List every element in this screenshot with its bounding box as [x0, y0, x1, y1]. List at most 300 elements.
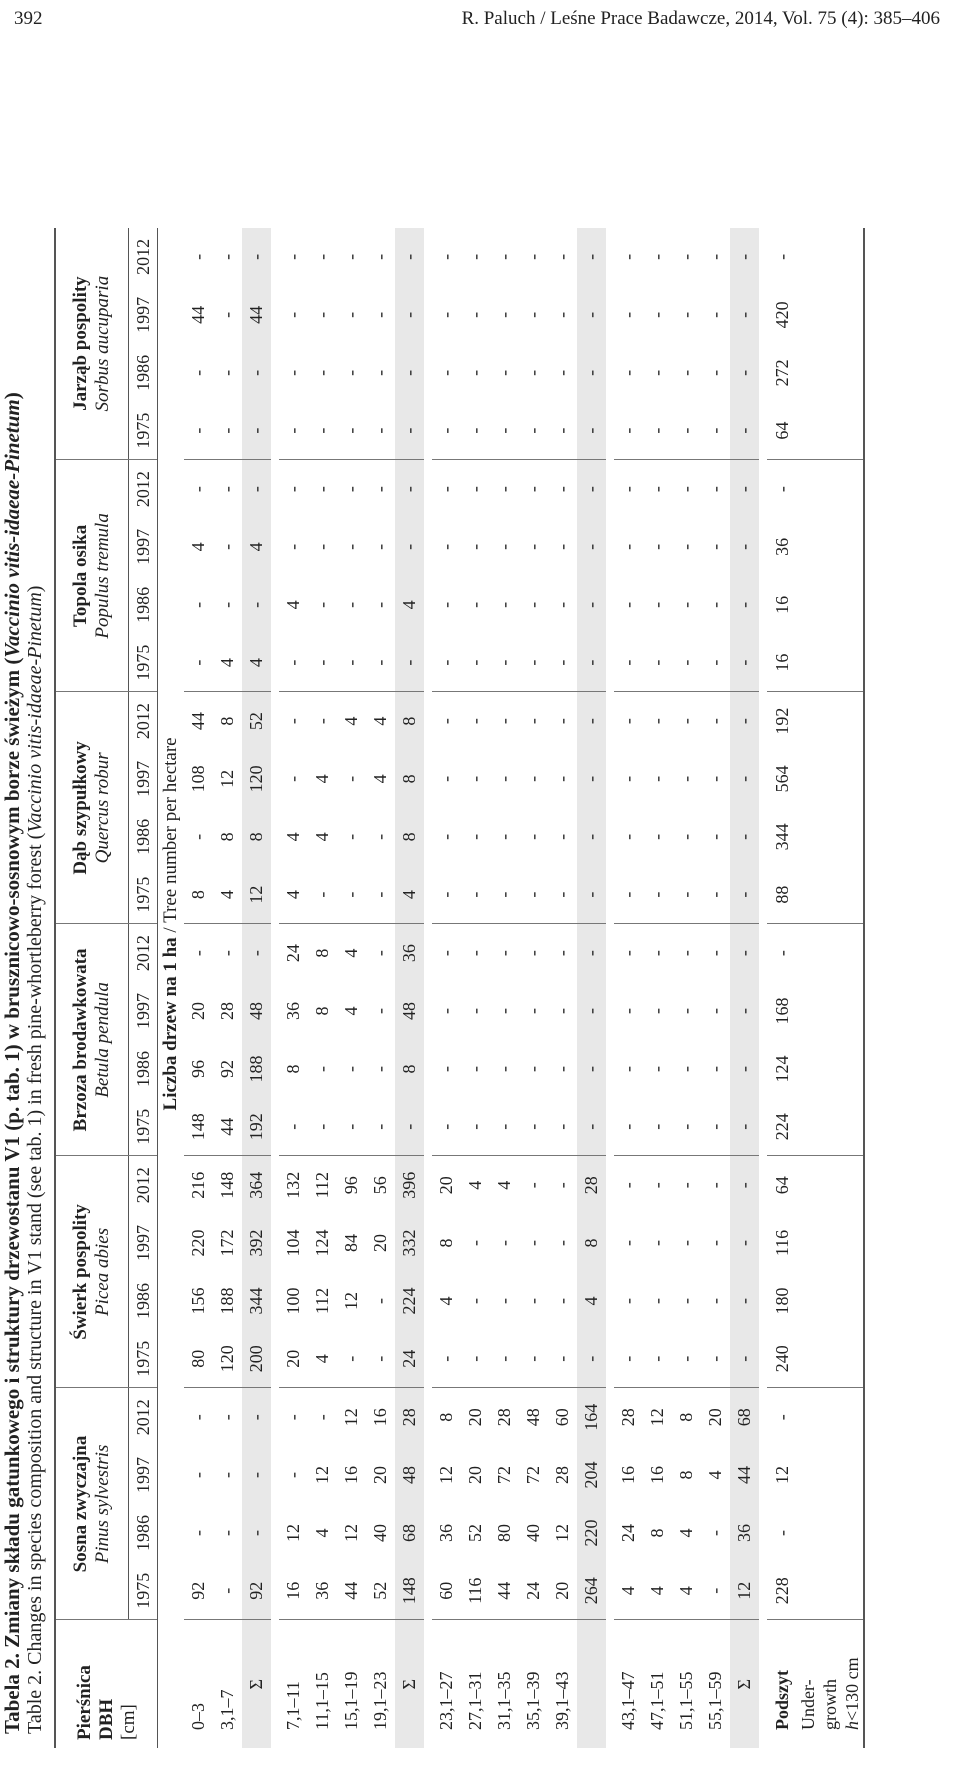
- table-cell: -: [370, 486, 390, 493]
- table-cell: -: [614, 866, 643, 924]
- empty-cell: [819, 228, 841, 286]
- table-cell: 20: [465, 1466, 485, 1484]
- dbh-class-label: 51,1–55: [676, 1671, 696, 1730]
- table-cell: -: [523, 775, 543, 782]
- table-cell: -: [490, 866, 519, 924]
- empty-cell: [841, 1562, 864, 1620]
- empty-cell: [819, 866, 841, 924]
- table-cell: -: [614, 402, 643, 460]
- table-cell: -: [705, 1182, 725, 1189]
- table-cell: -: [341, 1065, 361, 1072]
- table-cell: -: [436, 543, 456, 550]
- table-cell: -: [465, 1297, 485, 1304]
- table-cell: -: [341, 253, 361, 260]
- dbh-class-label: Σ: [395, 1620, 424, 1748]
- table-cell: -: [519, 1098, 548, 1156]
- table-cell: -: [705, 1297, 725, 1304]
- table-cell: -: [552, 1007, 572, 1014]
- table-cell: 12: [242, 866, 271, 924]
- table-cell: -: [771, 950, 792, 957]
- table-cell: -: [217, 1530, 237, 1536]
- row-gap-cell: [759, 228, 767, 1748]
- table-cell: 216: [188, 1171, 208, 1199]
- table-cell: 88: [767, 866, 797, 924]
- table-cell: -: [217, 950, 237, 957]
- table-cell: 4: [279, 866, 308, 924]
- table-cell: -: [548, 402, 577, 460]
- table-cell: 16: [618, 1466, 638, 1484]
- table-cell: 116: [771, 1229, 792, 1257]
- undergrowth-label-row: [841, 228, 864, 1748]
- year-header: 1975: [129, 866, 158, 924]
- empty-cell: [797, 866, 819, 924]
- table-cell: -: [188, 950, 208, 957]
- table-cell: 112: [312, 1287, 332, 1315]
- table-cell: -: [771, 1530, 792, 1536]
- table-cell: -: [465, 1239, 485, 1246]
- table-cell: -: [337, 1330, 366, 1388]
- row-gap-cell: [424, 228, 432, 1748]
- empty-cell: [819, 1040, 841, 1098]
- table-cell: -: [395, 634, 424, 692]
- units-row: [158, 228, 185, 1748]
- table-cell: -: [552, 543, 572, 550]
- table-cell: -: [701, 1562, 730, 1620]
- year-header: 1997: [129, 750, 158, 808]
- table-cell: 4: [676, 1528, 696, 1538]
- table-cell: -: [577, 750, 606, 808]
- table-cell: -: [647, 253, 667, 260]
- height-symbol: h: [841, 1721, 862, 1730]
- table-cell: -: [494, 1239, 514, 1246]
- table-cell: -: [705, 486, 725, 493]
- species-name-latin: Populus tremula: [92, 513, 113, 639]
- table-cell: -: [577, 576, 606, 634]
- table-cell: 8: [676, 1470, 696, 1480]
- table-row: [432, 228, 461, 1748]
- year-header: 1997: [129, 286, 158, 344]
- table-cell: 8: [647, 1528, 667, 1538]
- table-cell: 8: [676, 1412, 696, 1422]
- empty-cell: [797, 982, 819, 1040]
- table-cell: -: [705, 950, 725, 957]
- table-cell: -: [312, 543, 332, 550]
- table-cell: 104: [283, 1229, 303, 1257]
- empty-cell: [841, 344, 864, 402]
- table-cell: -: [676, 1182, 696, 1189]
- table-cell: -: [614, 1098, 643, 1156]
- table-cell: -: [494, 1297, 514, 1304]
- table-cell: -: [465, 833, 485, 840]
- table-cell: -: [552, 369, 572, 376]
- empty-cell: [797, 634, 819, 692]
- table-cell: -: [618, 311, 638, 318]
- table-cell: -: [705, 1530, 725, 1536]
- table-cell: -: [436, 311, 456, 318]
- table-row: [308, 228, 337, 1748]
- table-cell: -: [370, 833, 390, 840]
- empty-cell: [797, 518, 819, 576]
- species-name-latin: Betula pendula: [92, 982, 113, 1098]
- table-cell: -: [577, 460, 606, 518]
- table-cell: -: [701, 634, 730, 692]
- table-cell: -: [577, 924, 606, 982]
- table-cell: -: [647, 833, 667, 840]
- empty-cell: [819, 750, 841, 808]
- table-cell: -: [279, 634, 308, 692]
- table-cell: 220: [577, 1504, 606, 1562]
- table-cell: -: [370, 1297, 390, 1304]
- species-header-picea: [55, 1156, 129, 1388]
- table-cell: -: [490, 634, 519, 692]
- table-cell: -: [395, 228, 424, 286]
- empty-cell: [819, 808, 841, 866]
- caption-pl-latin: Vaccinio vitis-idaeae-Pinetum: [0, 399, 24, 658]
- table-cell: -: [701, 1330, 730, 1388]
- table-cell: -: [341, 369, 361, 376]
- table-cell: -: [242, 1504, 271, 1562]
- year-header: 1986: [129, 344, 158, 402]
- table-cell: -: [647, 543, 667, 550]
- table-cell: 20: [548, 1562, 577, 1620]
- table-cell: -: [465, 601, 485, 608]
- year-header: 1975: [129, 1098, 158, 1156]
- table-cell: -: [370, 950, 390, 957]
- table-cell: -: [523, 718, 543, 725]
- year-header: 1997: [129, 518, 158, 576]
- table-cell: -: [395, 460, 424, 518]
- table-cell: -: [730, 750, 759, 808]
- table-cell: -: [217, 543, 237, 550]
- table-cell: -: [308, 634, 337, 692]
- table-row: [643, 228, 672, 1748]
- table-cell: -: [283, 1472, 303, 1478]
- table-cell: -: [242, 1446, 271, 1504]
- undergrowth-label: [841, 1620, 864, 1748]
- table-cell: -: [465, 311, 485, 318]
- table-cell: -: [618, 833, 638, 840]
- table-cell: -: [370, 1007, 390, 1014]
- table-cell: -: [647, 1007, 667, 1014]
- table-cell: -: [647, 1239, 667, 1246]
- table-cell: -: [494, 601, 514, 608]
- table-cell: -: [705, 775, 725, 782]
- table-cell: 4: [705, 1470, 725, 1480]
- table-cell: -: [730, 460, 759, 518]
- empty-cell: [797, 344, 819, 402]
- dbh-class-label: 47,1–51: [647, 1671, 667, 1730]
- table-cell: -: [676, 486, 696, 493]
- table-cell: 4: [213, 634, 242, 692]
- table-cell: 12: [283, 1524, 303, 1542]
- table-cell: -: [312, 718, 332, 725]
- table-cell: 4: [643, 1562, 672, 1620]
- table-cell: 8: [577, 1214, 606, 1272]
- table-cell: -: [217, 486, 237, 493]
- table-cell: 148: [217, 1171, 237, 1199]
- species-header-quercus: [55, 692, 129, 924]
- table-cell: -: [643, 1098, 672, 1156]
- table-cell: 4: [341, 1006, 361, 1016]
- table-cell: -: [647, 1297, 667, 1304]
- table-cell: 44: [490, 1562, 519, 1620]
- table-cell: -: [395, 402, 424, 460]
- empty-cell: [819, 576, 841, 634]
- table-cell: 392: [242, 1214, 271, 1272]
- empty-cell: [841, 460, 864, 518]
- table-cell: -: [341, 311, 361, 318]
- table-cell: -: [705, 718, 725, 725]
- empty-cell: [841, 1156, 864, 1214]
- table-cell: 48: [523, 1408, 543, 1427]
- table-cell: 112: [312, 1172, 332, 1199]
- species-name-pl: Sosna zwyczajna: [70, 1435, 91, 1573]
- page-number: 392: [14, 8, 43, 29]
- table-cell: 60: [432, 1562, 461, 1620]
- table-cell: 8: [395, 808, 424, 866]
- table-cell: -: [614, 1330, 643, 1388]
- table-cell: 188: [242, 1040, 271, 1098]
- table-cell: -: [337, 402, 366, 460]
- empty-cell: [841, 750, 864, 808]
- table-cell: -: [676, 1239, 696, 1246]
- table-cell: -: [337, 634, 366, 692]
- empty-cell: [819, 1214, 841, 1272]
- empty-cell: [841, 1040, 864, 1098]
- table-cell: 224: [767, 1098, 797, 1156]
- table-body: [158, 228, 865, 1748]
- table-cell: -: [730, 982, 759, 1040]
- table-cell: -: [552, 950, 572, 957]
- dbh-class-label: 11,1–15: [312, 1672, 332, 1730]
- table-cell: -: [188, 1472, 208, 1478]
- table-cell: 108: [188, 765, 208, 793]
- table-cell: -: [523, 253, 543, 260]
- table-cell: 148: [395, 1562, 424, 1620]
- table-cell: -: [337, 1098, 366, 1156]
- table-cell: -: [577, 286, 606, 344]
- table-cell: -: [242, 924, 271, 982]
- table-cell: -: [370, 369, 390, 376]
- table-cell: 12: [312, 1466, 332, 1484]
- year-header: 1975: [129, 1562, 158, 1620]
- dbh-header: [55, 1620, 158, 1748]
- table-cell: -: [217, 253, 237, 260]
- table-cell: -: [242, 344, 271, 402]
- table-row: [213, 228, 242, 1748]
- table-cell: 4: [672, 1562, 701, 1620]
- table-cell: -: [552, 775, 572, 782]
- caption-en-text: Table 2. Changes in species composition and structure in V1 stand (see tab. 1) in fresh pine-whortleberry forest (: [24, 832, 46, 1734]
- table-cell: -: [676, 833, 696, 840]
- table-cell: 8: [312, 1006, 332, 1016]
- table-cell: 168: [771, 997, 792, 1025]
- table-cell: -: [370, 601, 390, 608]
- dbh-class-label: 7,1–11: [283, 1681, 303, 1730]
- table-cell: 12: [436, 1466, 456, 1484]
- table-cell: -: [577, 692, 606, 750]
- dbh-class-label: 27,1–31: [465, 1671, 485, 1730]
- table-cell: -: [552, 1065, 572, 1072]
- undergrowth-row: [767, 228, 797, 1748]
- empty-cell: [841, 576, 864, 634]
- species-name-latin: Picea abies: [92, 1227, 113, 1317]
- table-cell: -: [577, 808, 606, 866]
- sum-row: [730, 228, 759, 1748]
- table-cell: 172: [217, 1229, 237, 1257]
- page-header: [0, 0, 960, 44]
- table-cell: 44: [730, 1446, 759, 1504]
- empty-cell: [819, 518, 841, 576]
- table-cell: -: [341, 601, 361, 608]
- table-cell: 200: [242, 1330, 271, 1388]
- undergrowth-label: Under-: [797, 1679, 818, 1730]
- table-cell: -: [577, 1330, 606, 1388]
- table-cell: -: [465, 369, 485, 376]
- table-cell: -: [552, 718, 572, 725]
- table-cell: -: [676, 311, 696, 318]
- empty-cell: [819, 634, 841, 692]
- table-cell: -: [436, 775, 456, 782]
- empty-cell: [841, 1504, 864, 1562]
- table-cell: -: [618, 1182, 638, 1189]
- empty-cell: [797, 692, 819, 750]
- table-cell: -: [647, 950, 667, 957]
- table-cell: 396: [395, 1156, 424, 1214]
- table-cell: -: [676, 253, 696, 260]
- table-cell: 8: [395, 1040, 424, 1098]
- empty-cell: [797, 1272, 819, 1330]
- table-cell: 264: [577, 1562, 606, 1620]
- table-cell: -: [548, 1098, 577, 1156]
- table-cell: -: [705, 601, 725, 608]
- table-cell: -: [647, 486, 667, 493]
- table-cell: 240: [767, 1330, 797, 1388]
- table-cell: -: [577, 402, 606, 460]
- species-name-latin: Sorbus aucuparia: [92, 275, 113, 412]
- empty-cell: [841, 1388, 864, 1446]
- empty-cell: [841, 228, 864, 286]
- table-cell: -: [618, 950, 638, 957]
- table-cell: -: [523, 601, 543, 608]
- species-name-pl: Świerk pospolity: [70, 1204, 91, 1340]
- table-cell: 124: [771, 1055, 792, 1083]
- table-cell: 12: [341, 1524, 361, 1542]
- table-cell: -: [432, 1098, 461, 1156]
- dbh-class-label: 0–3: [188, 1703, 208, 1730]
- table-cell: -: [461, 1330, 490, 1388]
- table-cell: -: [577, 1040, 606, 1098]
- empty-cell: [819, 460, 841, 518]
- table-cell: -: [672, 1330, 701, 1388]
- table-cell: -: [552, 1297, 572, 1304]
- empty-cell: [819, 1272, 841, 1330]
- table-cell: 60: [552, 1408, 572, 1427]
- table-cell: 4: [242, 634, 271, 692]
- dbh-class-label: 43,1–47: [618, 1671, 638, 1730]
- table-cell: -: [618, 253, 638, 260]
- table-cell: 16: [341, 1466, 361, 1484]
- table-cell: 4: [312, 1528, 332, 1538]
- table-cell: -: [771, 486, 792, 493]
- table-cell: -: [337, 866, 366, 924]
- table-cell: -: [676, 369, 696, 376]
- table-cell: -: [490, 1330, 519, 1388]
- table-cell: 12: [552, 1524, 572, 1542]
- table-cell: -: [618, 1065, 638, 1072]
- table-cell: 4: [395, 866, 424, 924]
- table-cell: 20: [370, 1233, 390, 1252]
- table-cell: -: [461, 402, 490, 460]
- table-cell: -: [341, 486, 361, 493]
- table-cell: -: [676, 775, 696, 782]
- table-cell: -: [523, 1239, 543, 1246]
- table-cell: -: [552, 1239, 572, 1246]
- table-cell: -: [730, 634, 759, 692]
- table-cell: -: [552, 253, 572, 260]
- table-cell: -: [494, 369, 514, 376]
- table-cell: 4: [242, 518, 271, 576]
- table-cell: 44: [337, 1562, 366, 1620]
- table-cell: -: [490, 1098, 519, 1156]
- table-cell: -: [552, 486, 572, 493]
- empty-cell: [819, 1388, 841, 1446]
- table-row: [184, 228, 213, 1748]
- row-gap: [271, 228, 279, 1748]
- empty-cell: [797, 1504, 819, 1562]
- table-cell: -: [242, 402, 271, 460]
- table-cell: 8: [436, 1238, 456, 1248]
- row-gap: [424, 228, 432, 1748]
- table-cell: 332: [395, 1214, 424, 1272]
- table-row: [614, 228, 643, 1748]
- table-cell: -: [494, 718, 514, 725]
- empty-cell: [797, 460, 819, 518]
- table-cell: 4: [312, 774, 332, 784]
- dbh-class-label: 19,1–23: [370, 1671, 390, 1730]
- table-cell: 48: [395, 1446, 424, 1504]
- table-cell: 164: [577, 1388, 606, 1446]
- table-cell: 8: [395, 692, 424, 750]
- species-header-betula: [55, 924, 129, 1156]
- table-cell: 120: [242, 750, 271, 808]
- table-cell: -: [494, 1065, 514, 1072]
- empty-cell: [797, 1446, 819, 1504]
- table-cell: 4: [614, 1562, 643, 1620]
- table-cell: -: [647, 1065, 667, 1072]
- table-cell: 8: [312, 948, 332, 958]
- height-threshold: <130 cm: [841, 1657, 862, 1721]
- table-cell: -: [548, 866, 577, 924]
- table-cell: -: [461, 634, 490, 692]
- table-cell: -: [494, 1007, 514, 1014]
- table-cell: 132: [283, 1171, 303, 1199]
- table-cell: -: [618, 486, 638, 493]
- table-cell: 8: [217, 832, 237, 842]
- table-cell: -: [730, 228, 759, 286]
- table-cell: -: [647, 601, 667, 608]
- table-cell: -: [618, 775, 638, 782]
- table-cell: -: [672, 1098, 701, 1156]
- table-cell: -: [312, 486, 332, 493]
- table-cell: -: [217, 369, 237, 376]
- table-cell: -: [242, 460, 271, 518]
- sum-row: [577, 228, 606, 1748]
- table-cell: -: [523, 1007, 543, 1014]
- table-cell: 20: [705, 1408, 725, 1427]
- empty-cell: [819, 1156, 841, 1214]
- row-gap-cell: [606, 228, 614, 1748]
